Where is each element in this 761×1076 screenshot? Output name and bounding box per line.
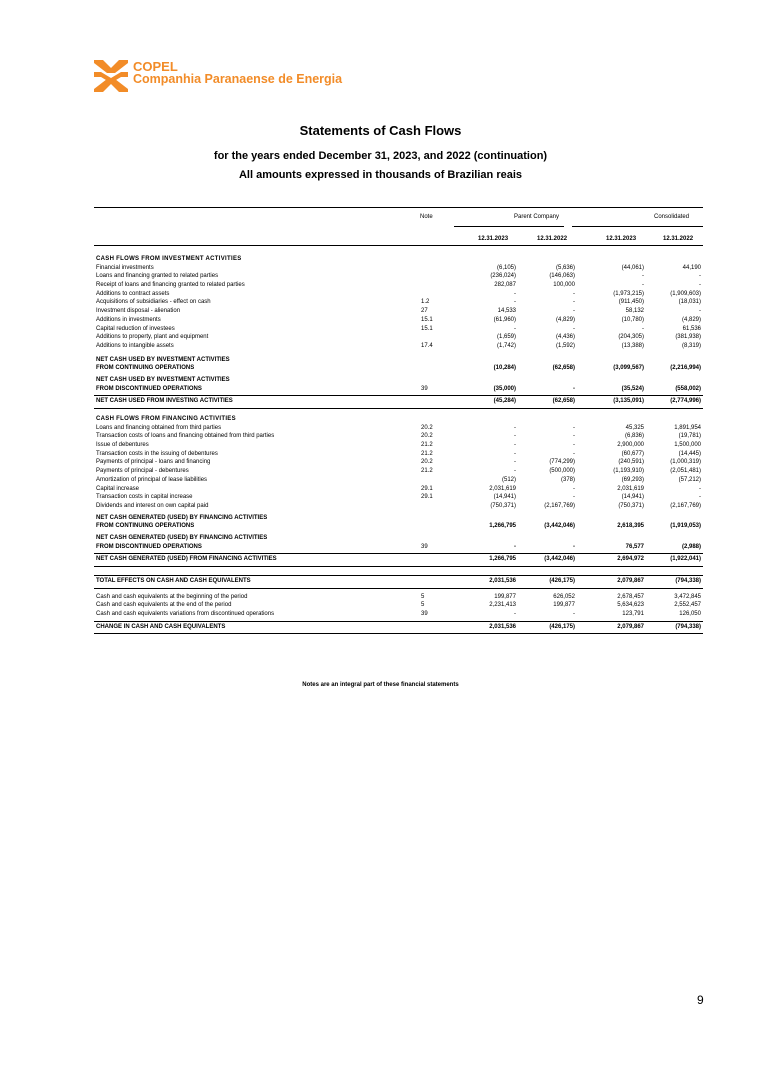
row-label: TOTAL EFFECTS ON CASH AND CASH EQUIVALENTS: [96, 578, 251, 584]
row-label: Cash and cash equivalents at the end of the period: [96, 602, 232, 609]
value-parent-2022: (3,442,046): [544, 523, 575, 530]
total-row: [94, 397, 703, 406]
row-note: 27: [421, 308, 428, 315]
value-consolidated-2023: (44,061): [621, 264, 644, 271]
value-parent-2023: (6,105): [496, 264, 516, 271]
value-consolidated-2023: -: [642, 325, 644, 332]
value-parent-2022: (2,167,769): [544, 502, 575, 509]
value-parent-2023: 282,087: [494, 282, 516, 289]
value-parent-2023: -: [514, 543, 516, 550]
value-consolidated-2022: 3,472,845: [674, 593, 701, 600]
value-consolidated-2023: 5,634,623: [617, 602, 644, 609]
value-consolidated-2022: (1,922,041): [670, 556, 701, 563]
value-parent-2023: -: [514, 459, 516, 466]
row-label: Investment disposal - alienation: [96, 308, 181, 315]
value-consolidated-2023: (3,099,567): [613, 365, 644, 372]
value-consolidated-2023: (1,973,215): [613, 290, 644, 297]
table-row: [94, 264, 703, 273]
row-note: 17.4: [421, 342, 433, 349]
header-date-parent-2023: 12.31.2023: [478, 236, 509, 242]
value-parent-2023: -: [514, 290, 516, 297]
value-parent-2022: 199,877: [553, 602, 575, 609]
value-parent-2023: (61,960): [493, 316, 516, 323]
value-consolidated-2022: (2,167,769): [670, 502, 701, 509]
header-consolidated: Consolidated: [654, 214, 690, 220]
value-consolidated-2023: 2,694,972: [617, 556, 644, 563]
row-label: Cash and cash equivalents variations from discontinued operations: [96, 611, 275, 618]
value-parent-2023: (45,284): [493, 398, 516, 405]
row-label: Additions to contract assets: [96, 290, 170, 297]
row-label: Transaction costs of loans and financing obtained from third parties: [96, 433, 275, 440]
row-label: Loans and financing obtained from third parties: [96, 424, 222, 431]
table-row: [94, 441, 703, 450]
section-heading-row: [94, 415, 703, 424]
row-label: CASH FLOWS FROM INVESTMENT ACTIVITIES: [96, 256, 242, 262]
total-row: [94, 514, 703, 523]
total-rule: [94, 406, 703, 410]
value-consolidated-2023: 2,900,000: [617, 442, 644, 449]
value-parent-2022: -: [573, 290, 575, 297]
table-row: [94, 458, 703, 467]
table-row: [94, 307, 703, 316]
page-subtitle-period: for the years ended December 31, 2023, and 2022 (continuation): [213, 150, 548, 162]
value-consolidated-2023: 2,678,457: [617, 593, 644, 600]
value-parent-2022: (378): [560, 476, 575, 483]
row-label: Payments of principal - loans and financing: [96, 459, 211, 466]
row-note: 15.1: [421, 316, 433, 323]
value-consolidated-2022: (794,338): [675, 578, 701, 584]
row-label: FROM DISCONTINUED OPERATIONS: [96, 385, 202, 392]
value-parent-2022: (774,299): [549, 459, 575, 466]
value-consolidated-2023: (69,293): [621, 476, 644, 483]
row-note: 15.1: [421, 325, 433, 332]
value-parent-2022: -: [573, 543, 575, 550]
table-row: [94, 450, 703, 459]
value-parent-2023: -: [514, 450, 516, 457]
header-parent-company: Parent Company: [514, 214, 560, 220]
row-label: Capital reduction of investees: [96, 325, 175, 332]
total-rule: [94, 564, 703, 568]
value-consolidated-2022: -: [699, 494, 701, 501]
value-parent-2022: -: [573, 325, 575, 332]
row-label: Acquisitions of subsidiaries - effect on cash: [96, 299, 211, 306]
value-parent-2022: 100,000: [553, 282, 575, 289]
value-consolidated-2023: (13,388): [621, 342, 644, 349]
row-label: Additions in investments: [96, 316, 161, 323]
value-consolidated-2022: (8,319): [681, 342, 701, 349]
value-parent-2022: (5,636): [555, 264, 575, 271]
value-parent-2023: (14,941): [493, 494, 516, 501]
total-row: [94, 522, 703, 531]
total-row: [94, 623, 703, 632]
table-row: [94, 502, 703, 511]
value-consolidated-2023: 58,132: [625, 308, 644, 315]
value-consolidated-2022: (4,829): [681, 316, 701, 323]
row-label: NET CASH GENERATED (USED) FROM FINANCING ACTIVITIES: [96, 556, 277, 563]
value-consolidated-2022: 61,536: [682, 325, 701, 332]
value-parent-2022: (1,592): [555, 342, 575, 349]
value-consolidated-2022: (381,938): [675, 334, 701, 341]
value-parent-2023: (750,371): [490, 502, 516, 509]
value-parent-2022: -: [573, 485, 575, 492]
row-note: 21.2: [421, 468, 433, 475]
row-note: 5: [421, 593, 425, 600]
total-row: [94, 385, 703, 394]
value-parent-2023: (236,024): [490, 273, 516, 280]
page-number: 9: [697, 993, 704, 1007]
company-full-name: Companhia Paranaense de Energia: [133, 72, 343, 86]
value-parent-2022: (500,000): [549, 468, 575, 475]
value-parent-2022: (426,175): [549, 578, 575, 584]
value-consolidated-2022: (794,338): [675, 623, 701, 630]
row-label: CHANGE IN CASH AND CASH EQUIVALENTS: [96, 623, 226, 630]
total-row: [94, 356, 703, 365]
value-consolidated-2022: 126,050: [679, 611, 701, 618]
cash-flow-table: [94, 207, 703, 635]
row-note: 20.2: [421, 424, 433, 431]
value-parent-2022: (4,436): [555, 334, 575, 341]
row-label: NET CASH GENERATED (USED) BY FINANCING ACTIVITIES: [96, 514, 268, 521]
table-header-groups: [94, 208, 703, 227]
row-label: Cash and cash equivalents at the beginning of the period: [96, 593, 248, 600]
value-consolidated-2022: 1,891,954: [674, 424, 701, 431]
total-row: [94, 364, 703, 373]
value-consolidated-2022: 2,552,457: [674, 602, 701, 609]
value-consolidated-2023: (35,524): [621, 385, 644, 392]
value-parent-2022: -: [573, 424, 575, 431]
table-row: [94, 298, 703, 307]
value-consolidated-2022: 1,500,000: [674, 442, 701, 449]
row-note: 20.2: [421, 433, 433, 440]
value-parent-2023: 1,266,795: [489, 523, 516, 530]
value-consolidated-2023: 45,325: [625, 424, 644, 431]
table-row: [94, 290, 703, 299]
table-row: [94, 485, 703, 494]
value-parent-2023: 2,031,619: [489, 485, 516, 492]
value-consolidated-2023: 2,079,867: [617, 578, 644, 584]
value-consolidated-2023: (204,305): [618, 334, 644, 341]
value-parent-2023: (1,742): [496, 342, 516, 349]
value-parent-2023: (512): [501, 476, 516, 483]
value-consolidated-2023: (6,836): [624, 433, 644, 440]
value-consolidated-2022: (2,216,994): [670, 365, 701, 372]
header-date-consolidated-2023: 12.31.2023: [606, 236, 637, 242]
value-consolidated-2022: (558,002): [675, 385, 701, 392]
page-title: Statements of Cash Flows: [299, 123, 462, 138]
value-parent-2023: (10,284): [493, 365, 516, 372]
total-row: [94, 534, 703, 543]
table-row: [94, 493, 703, 502]
row-note: 39: [421, 385, 428, 392]
table-row: [94, 601, 703, 610]
row-note: 1.2: [421, 299, 430, 306]
row-label: Financial investments: [96, 264, 154, 271]
value-consolidated-2023: (1,193,910): [613, 468, 644, 475]
table-row: [94, 272, 703, 281]
header-date-consolidated-2022: 12.31.2022: [663, 236, 694, 242]
table-row: [94, 593, 703, 602]
value-consolidated-2022: (1,919,053): [670, 523, 701, 530]
value-consolidated-2023: -: [642, 282, 644, 289]
row-note: 39: [421, 543, 428, 550]
value-parent-2022: -: [573, 433, 575, 440]
total-row: [94, 555, 703, 564]
table-row: [94, 342, 703, 351]
value-parent-2023: 2,031,536: [489, 578, 516, 584]
value-parent-2023: -: [514, 468, 516, 475]
value-consolidated-2023: (14,941): [621, 494, 644, 501]
row-note: 21.2: [421, 450, 433, 457]
row-label: FROM CONTINUING OPERATIONS: [96, 365, 195, 372]
value-consolidated-2022: (2,051,481): [670, 468, 701, 475]
value-parent-2022: (62,658): [552, 365, 575, 372]
value-parent-2022: -: [573, 611, 575, 618]
copel-logo-icon: [94, 60, 128, 92]
row-label: Loans and financing granted to related parties: [96, 273, 219, 280]
value-consolidated-2022: -: [699, 308, 701, 315]
table-row: [94, 432, 703, 441]
value-parent-2022: (62,658): [552, 398, 575, 405]
total-row: [94, 376, 703, 385]
value-parent-2022: -: [573, 494, 575, 501]
value-consolidated-2023: (240,591): [618, 459, 644, 466]
value-parent-2022: 626,052: [553, 593, 575, 600]
total-row: [94, 577, 703, 586]
row-label: Capital increase: [96, 485, 140, 492]
value-parent-2023: -: [514, 325, 516, 332]
value-parent-2023: -: [514, 433, 516, 440]
value-parent-2023: -: [514, 299, 516, 306]
value-consolidated-2022: 44,190: [682, 264, 701, 271]
value-consolidated-2022: (2,988): [681, 543, 701, 550]
page-subtitle-currency: All amounts expressed in thousands of Brazilian reais: [238, 169, 523, 181]
company-logo: [94, 60, 342, 92]
value-consolidated-2023: (10,780): [621, 316, 644, 323]
total-rule: [94, 586, 703, 590]
header-date-parent-2022: 12.31.2022: [537, 236, 568, 242]
row-label: Issue of debentures: [96, 442, 149, 449]
table-header-dates: [94, 227, 703, 245]
value-consolidated-2023: (911,450): [618, 299, 644, 306]
row-label: Transaction costs in the issuing of debentures: [96, 450, 218, 457]
row-label: FROM DISCONTINUED OPERATIONS: [96, 543, 202, 550]
row-note: 29.1: [421, 494, 433, 501]
row-note: 5: [421, 602, 425, 609]
value-consolidated-2022: (1,000,319): [670, 459, 701, 466]
value-consolidated-2023: 123,791: [622, 611, 644, 618]
value-consolidated-2022: -: [699, 485, 701, 492]
value-consolidated-2023: 2,618,395: [617, 523, 644, 530]
value-parent-2023: (35,000): [493, 385, 516, 392]
table-row: [94, 333, 703, 342]
row-label: NET CASH GENERATED (USED) BY FINANCING ACTIVITIES: [96, 534, 268, 541]
value-parent-2022: -: [573, 385, 575, 392]
table-row: [94, 316, 703, 325]
value-parent-2022: (4,829): [555, 316, 575, 323]
section-heading-row: [94, 255, 703, 264]
value-consolidated-2022: (57,212): [678, 476, 701, 483]
row-label: Receipt of loans and financing granted to related parties: [96, 282, 245, 289]
row-note: 29.1: [421, 485, 433, 492]
value-consolidated-2023: 2,031,619: [617, 485, 644, 492]
table-body: [94, 255, 703, 635]
value-consolidated-2023: (750,371): [618, 502, 644, 509]
header-note: Note: [420, 214, 433, 220]
table-row: [94, 325, 703, 334]
row-label: NET CASH USED FROM INVESTING ACTIVITIES: [96, 398, 233, 405]
row-label: NET CASH USED BY INVESTMENT ACTIVITIES: [96, 376, 230, 383]
row-note: 21.2: [421, 442, 433, 449]
value-parent-2023: 2,231,413: [489, 602, 516, 609]
value-consolidated-2022: (1,909,603): [670, 290, 701, 297]
total-row: [94, 543, 703, 552]
value-parent-2023: 199,877: [494, 593, 516, 600]
row-label: CASH FLOWS FROM FINANCING ACTIVITIES: [96, 416, 236, 422]
value-consolidated-2022: -: [699, 282, 701, 289]
value-consolidated-2022: (19,781): [678, 433, 701, 440]
table-row: [94, 424, 703, 433]
value-consolidated-2022: (2,774,996): [670, 398, 701, 405]
value-parent-2022: (146,063): [549, 273, 575, 280]
table-row: [94, 281, 703, 290]
value-parent-2023: (1,659): [496, 334, 516, 341]
value-consolidated-2022: (18,031): [678, 299, 701, 306]
value-consolidated-2022: (14,445): [678, 450, 701, 457]
row-label: Additions to intangible assets: [96, 342, 174, 349]
table-row: [94, 467, 703, 476]
value-parent-2023: -: [514, 424, 516, 431]
value-parent-2022: (426,175): [549, 623, 575, 630]
value-parent-2022: -: [573, 442, 575, 449]
footnote: Notes are an integral part of these financial statements: [302, 682, 459, 688]
row-label: Dividends and interest on own capital paid: [96, 502, 209, 509]
row-label: NET CASH USED BY INVESTMENT ACTIVITIES: [96, 356, 230, 363]
value-consolidated-2023: 2,079,867: [617, 623, 644, 630]
value-consolidated-2023: 76,577: [625, 543, 644, 550]
value-consolidated-2023: (3,135,091): [613, 398, 644, 405]
value-parent-2023: 14,533: [497, 308, 516, 315]
value-consolidated-2023: -: [642, 273, 644, 280]
value-parent-2023: -: [514, 442, 516, 449]
value-parent-2023: -: [514, 611, 516, 618]
value-parent-2022: -: [573, 450, 575, 457]
row-note: 20.2: [421, 459, 433, 466]
value-consolidated-2023: (60,677): [621, 450, 644, 457]
row-label: FROM CONTINUING OPERATIONS: [96, 523, 195, 530]
row-label: Transaction costs in capital increase: [96, 494, 193, 501]
value-parent-2022: -: [573, 299, 575, 306]
value-parent-2022: -: [573, 308, 575, 315]
row-label: Amortization of principal of lease liabilities: [96, 476, 208, 483]
table-row: [94, 476, 703, 485]
row-note: 39: [421, 611, 428, 618]
row-label: Additions to property, plant and equipment: [96, 334, 209, 341]
value-parent-2023: 1,266,795: [489, 556, 516, 563]
value-parent-2023: 2,031,536: [489, 623, 516, 630]
total-rule: [94, 631, 703, 635]
company-name: COPEL: [133, 59, 178, 74]
value-consolidated-2022: -: [699, 273, 701, 280]
row-label: Payments of principal - debentures: [96, 468, 189, 475]
value-parent-2022: (3,442,046): [544, 556, 575, 563]
table-row: [94, 610, 703, 619]
